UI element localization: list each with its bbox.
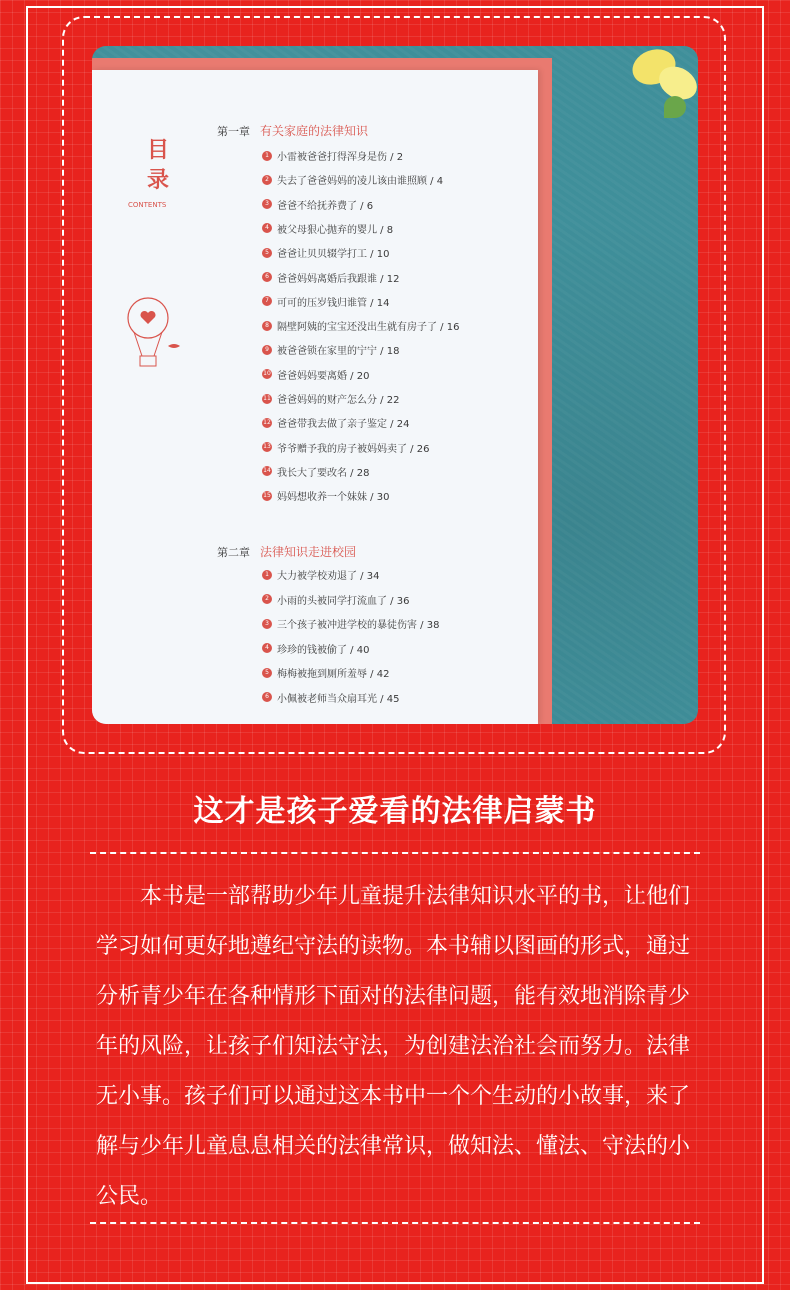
toc-entry bbox=[262, 245, 389, 260]
toc-entry-number: 1 bbox=[262, 151, 272, 161]
toc-entry-number: 4 bbox=[262, 643, 272, 653]
toc-entry-text: 小雨的头被同学打流血了 / 36 bbox=[277, 595, 410, 607]
heart-balloon-icon bbox=[124, 294, 184, 374]
toc-entry bbox=[262, 270, 399, 285]
toc-entry-text: 爸爸让贝贝辍学打工 / 10 bbox=[277, 249, 390, 261]
toc-entry-number: 6 bbox=[262, 692, 272, 702]
toc-entry bbox=[262, 148, 403, 163]
toc-entry bbox=[262, 391, 399, 406]
toc-entry-text: 我长大了要改名 / 28 bbox=[277, 467, 370, 479]
toc-entry-number: 2 bbox=[262, 175, 272, 185]
toc-title-en: CONTENTS bbox=[128, 201, 167, 209]
toc-entry-text: 爸爸妈妈要离婚 / 20 bbox=[277, 370, 370, 382]
toc-entry-text: 爸爸不给抚养费了 / 6 bbox=[277, 200, 374, 212]
divider-bottom bbox=[90, 1222, 700, 1224]
toc-entry-number: 10 bbox=[263, 370, 271, 378]
toc-chapter-heading bbox=[217, 543, 356, 560]
toc-entry bbox=[262, 616, 439, 631]
toc-entry-number: 5 bbox=[262, 248, 272, 258]
headline: 这才是孩子爱看的法律启蒙书 bbox=[193, 794, 597, 829]
toc-entry-number: 3 bbox=[262, 619, 272, 629]
description-text: 本书是一部帮助少年儿童提升法律知识水平的书，让他们学习如何更好地遵纪守法的读物。本书辅以图画的形式，通过分析青少年在各种情形下面对的法律问题，能有效地消除青少年的风险，让孩子们知法守法，为创建法治社会而努力。法律无小事。孩子们可以通过这本书中一个个生动的小故事，来了解与少年儿童息息相关的法律常识，做知法、懂法、守法的小公民。 bbox=[96, 884, 691, 1209]
toc-entry bbox=[262, 415, 409, 430]
toc-entry-number: 6 bbox=[262, 272, 272, 282]
flower-leaf bbox=[664, 96, 686, 118]
toc-entry-number: 3 bbox=[262, 199, 272, 209]
toc-entry-text: 三个孩子被冲进学校的暴徒伤害 / 38 bbox=[277, 620, 440, 631]
toc-entry-number: 5 bbox=[262, 668, 272, 678]
toc-chapter-name: 有关家庭的法律知识 bbox=[260, 124, 369, 138]
toc-entry bbox=[262, 464, 369, 479]
toc-entry bbox=[262, 440, 429, 455]
toc-entry bbox=[262, 567, 379, 582]
toc-chapter-label: 第一章 bbox=[217, 125, 250, 138]
toc-entry-text: 小佩被老师当众扇耳光 / 45 bbox=[277, 693, 400, 705]
toc-entry bbox=[262, 592, 409, 607]
toc-entry-text: 被爸爸锁在家里的宁宁 / 18 bbox=[277, 346, 400, 358]
toc-entry-number: 15 bbox=[263, 491, 271, 499]
toc-entry-number: 13 bbox=[263, 443, 271, 451]
toc-entry-text: 大力被学校劝退了 / 34 bbox=[277, 571, 380, 582]
toc-entry-text: 爸爸带我去做了亲子鉴定 / 24 bbox=[277, 419, 410, 431]
toc-entry bbox=[262, 641, 369, 656]
toc-entry-text: 爷爷赠予我的房子被妈妈卖了 / 26 bbox=[277, 443, 430, 455]
toc-entry-number: 11 bbox=[263, 394, 271, 402]
toc-entry-number: 7 bbox=[262, 296, 272, 306]
toc-entry-text: 可可的压岁钱归谁管 / 14 bbox=[277, 297, 390, 309]
toc-entry bbox=[262, 342, 399, 357]
toc-entry bbox=[262, 488, 389, 503]
toc-entry-text: 隔壁阿姨的宝宝还没出生就有房子了 / 16 bbox=[277, 322, 460, 334]
toc-entry-text: 珍珍的钱被偷了 / 40 bbox=[277, 644, 370, 656]
toc-entry bbox=[262, 690, 399, 705]
toc-chapter-heading bbox=[217, 122, 368, 139]
toc-entry-text: 失去了爸爸妈妈的凌儿该由谁照顾 / 4 bbox=[277, 176, 444, 188]
toc-entry bbox=[262, 367, 369, 382]
toc-chapter-label: 第二章 bbox=[217, 546, 250, 559]
toc-entry-number: 14 bbox=[263, 467, 271, 475]
toc-entry-number: 4 bbox=[262, 223, 272, 233]
toc-entry-text: 被父母狠心抛弃的婴儿 / 8 bbox=[277, 224, 394, 236]
toc-title: 目录 bbox=[146, 138, 171, 193]
toc-entry bbox=[262, 665, 389, 680]
book-photo bbox=[92, 46, 698, 724]
toc-entry-text: 妈妈想收养一个妹妹 / 30 bbox=[277, 492, 390, 504]
description bbox=[96, 872, 696, 1222]
toc-entry-text: 爸爸妈妈的财产怎么分 / 22 bbox=[277, 395, 400, 406]
toc-entry bbox=[262, 294, 389, 309]
book-page bbox=[92, 70, 538, 724]
toc-entry-number: 2 bbox=[262, 594, 272, 604]
toc-chapter-name: 法律知识走进校园 bbox=[260, 545, 357, 559]
toc-entry-number: 1 bbox=[262, 570, 272, 580]
toc-entry-number: 9 bbox=[262, 345, 272, 355]
toc-entry-number: 8 bbox=[262, 321, 272, 331]
toc-entry-number: 12 bbox=[263, 418, 271, 426]
toc-entry-text: 爸爸妈妈离婚后我跟谁 / 12 bbox=[277, 273, 400, 285]
toc-entry bbox=[262, 197, 373, 212]
toc-entry bbox=[262, 172, 443, 187]
toc-entry-text: 小雷被爸爸打得浑身是伤 / 2 bbox=[277, 152, 404, 163]
toc-entry bbox=[262, 318, 459, 333]
divider-top bbox=[90, 852, 700, 854]
toc-entry-text: 梅梅被拖到厕所羞辱 / 42 bbox=[277, 669, 390, 680]
toc-entry bbox=[262, 221, 393, 236]
